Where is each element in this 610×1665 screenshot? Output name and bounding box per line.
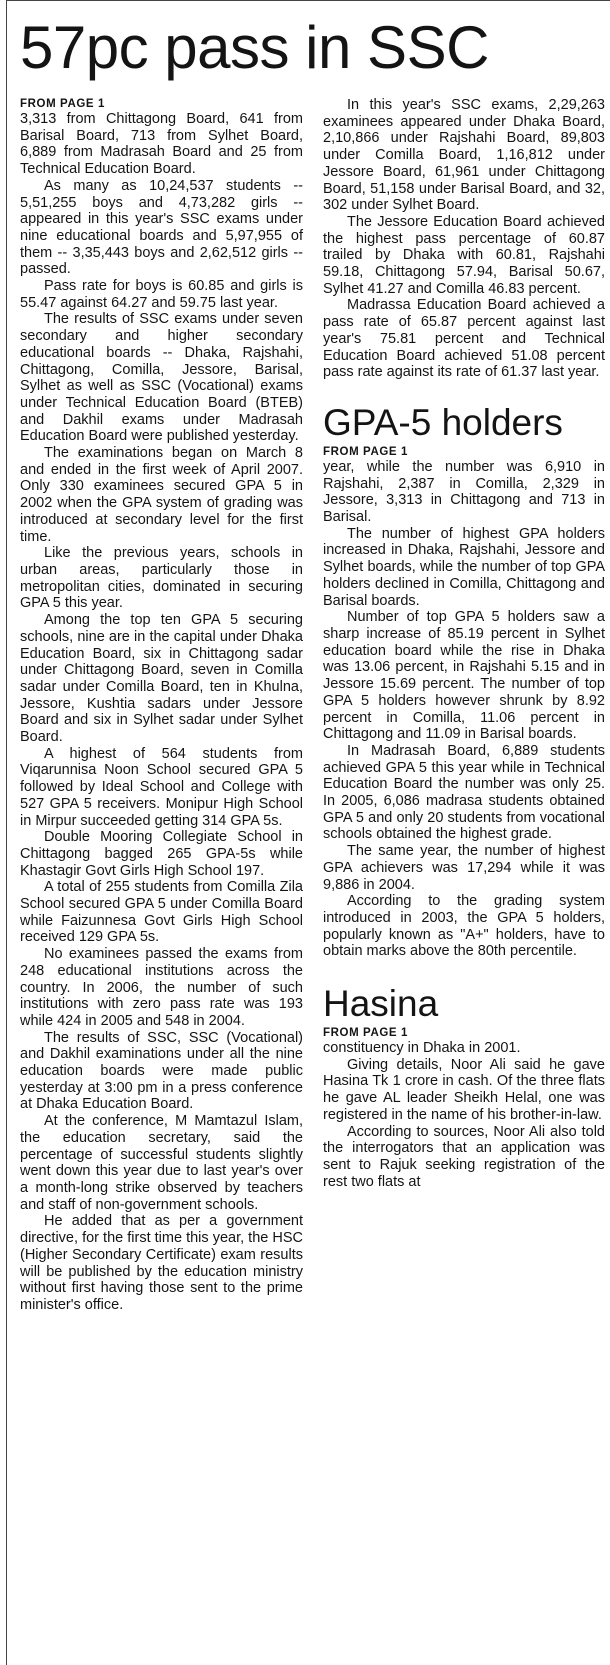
gpa-paragraph: The same year, the number of highest GPA achievers was 17,294 while it was 9,886 in 2004. (323, 843, 605, 893)
main-paragraph: In this year's SSC exams, 2,29,263 examinees appeared under Dhaka Board, 2,10,866 under Rajshahi Board, 89,803 under Comilla Board, 1,16,812 under Jessore Board, 61,961 under Chittagong Board, 51,158 under Barisal Board, and 32, 302 under Sylhet Board. (323, 97, 605, 214)
main-paragraph: The Jessore Education Board achieved the highest pass percentage of 60.87 trailed by Dhaka with 60.81, Rajshahi 59.18, Chittagong 57.94, Barisal 50.67, Sylhet 41.27 and Comilla 46.83 percent. (323, 213, 605, 297)
gpa-headline: GPA-5 holders (323, 401, 563, 443)
gpa-paragraph: Number of top GPA 5 holders saw a sharp increase of 85.19 percent in Sylhet education board while the rise in Dhaka was 13.06 percent, in Rajshahi 5.15 and in Jessore 15.69 percent. The number of top GPA 5 holders however shrunk by 8.92 percent in Comilla, 11.06 percent in Chittagong and 11.09 in Barisal boards. (323, 609, 605, 743)
main-paragraph: A highest of 564 students from Viqarunnisa Noon School secured GPA 5 followed by Ideal School and College with 527 GPA 5 receivers. Monipur High School in Mirpur succeeded getting 314 GPA 5s. (20, 745, 303, 829)
gpa-story (323, 401, 605, 960)
hasina-paragraph: constituency in Dhaka in 2001. (323, 1040, 521, 1057)
main-paragraph: Pass rate for boys is 60.85 and girls is 55.47 against 64.27 and 59.75 last year. (20, 278, 303, 311)
hasina-paragraph: Giving details, Noor Ali said he gave Hasina Tk 1 crore in cash. Of the three flats he gave AL leader Sheikh Helal, one was registered in the name of his brother-in-law. (323, 1056, 605, 1123)
column-right (323, 97, 605, 1190)
main-paragraph: As many as 10,24,537 students -- 5,51,255 boys and 4,73,282 girls -- appeared in this year's SSC exams under nine educational boards and 5,97,955 of them -- 3,35,443 boys and 2,62,512 girls -- passed. (20, 177, 303, 278)
main-paragraph: At the conference, M Mamtazul Islam, the education secretary, said the percentage of successful students slightly went down this year due to last year's over a month-long strike observed by teachers and staff of non-government schools. (20, 1113, 303, 1213)
gpa-from-page: FROM PAGE 1 (323, 445, 408, 458)
hasina-story (323, 982, 605, 1190)
gpa-paragraph: The number of highest GPA holders increased in Dhaka, Rajshahi, Jessore and Sylhet boards, while the number of top GPA holders declined in Comilla, Chittagong and Barisal boards. (323, 525, 605, 609)
main-paragraph: Among the top ten GPA 5 securing schools, nine are in the capital under Dhaka Education Board, six in Chittagong sadar under Chittagong Board, seven in Comilla sadar under Comilla Board, ten in Khulna, Jessore, Kushtia sadars under Jessore Board and six in Sylhet sadar under Sylhet Board. (20, 612, 303, 746)
main-paragraph: The results of SSC, SSC (Vocational) and Dakhil examinations under all the nine education boards were made public yesterday at 3:00 pm in a press conference at Dhaka Education Board. (20, 1029, 303, 1113)
main-paragraph: Madrassa Education Board achieved a pass rate of 65.87 percent against last year's 75.81 percent and Technical Education Board achieved 51.08 percent pass rate against its rate of 61.37 last year. (323, 297, 605, 381)
gpa-paragraph: year, while the number was 6,910 in Rajshahi, 2,387 in Comilla, 2,329 in Jessore, 3,313 in Chittagong and 713 in Barisal. (323, 458, 605, 526)
main-headline: 57pc pass in SSC (20, 14, 489, 81)
main-paragraph: Double Mooring Collegiate School in Chittagong bagged 265 GPA-5s while Khastagir Govt Girls High School 197. (20, 829, 303, 879)
main-paragraph: No examinees passed the exams from 248 educational institutions across the country. In 2006, the number of such institutions with zero pass rate was 193 while 424 in 2005 and 548 in 2004. (20, 946, 303, 1029)
gpa-paragraph: In Madrasah Board, 6,889 students achieved GPA 5 this year while in Technical Education Board the number was only 25. In 2005, 6,086 madrasa students obtained GPA 5 and only 20 students from vocational schools obtained the highest grade. (323, 742, 605, 843)
main-paragraph: A total of 255 students from Comilla Zila School secured GPA 5 under Comilla Board while Faizunnesa Govt Girls High School received 129 GPA 5s. (20, 879, 303, 946)
hasina-from-page: FROM PAGE 1 (323, 1027, 408, 1040)
page-top-rule (6, 0, 610, 1)
hasina-paragraph: According to sources, Noor Ali also told the interrogators that an application was sent to Rajuk seeking registration of the rest two flats at (323, 1123, 605, 1190)
main-paragraph: The examinations began on March 8 and ended in the first week of April 2007. Only 330 examinees secured GPA 5 in 2002 when the GPA system of grading was introduced at secondary level for the first time. (20, 445, 303, 545)
hasina-headline: Hasina (323, 983, 439, 1025)
main-paragraph: He added that as per a government directive, for the first time this year, the HSC (Higher Secondary Certificate) exam results will be published by the education ministry without first having those sent to the prime minister's office. (20, 1213, 303, 1313)
main-paragraph: 3,313 from Chittagong Board, 641 from Barisal Board, 713 from Sylhet Board, 6,889 from Madrasah Board and 25 from Technical Education Board. (20, 111, 303, 178)
column-rule-left (6, 0, 7, 1665)
main-from-page: FROM PAGE 1 (20, 98, 105, 110)
main-paragraph: The results of SSC exams under seven secondary and higher secondary educational boards -- Dhaka, Rajshahi, Chittagong, Comilla, Jessore, Barisal, Sylhet as well as SSC (Vocational) exams under Technical Education Board (BTEB) and Dakhil exams under Madrasah Education Board were published yesterday. (20, 311, 303, 445)
column-left (20, 97, 303, 1314)
main-paragraph: Like the previous years, schools in urban areas, particularly those in metropolitan cities, dominated in securing GPA 5 this year. (20, 545, 303, 612)
gpa-paragraph: According to the grading system introduced in 2003, the GPA 5 holders, popularly known as "A+" holders, have to obtain marks above the 80th percentile. (323, 893, 605, 960)
